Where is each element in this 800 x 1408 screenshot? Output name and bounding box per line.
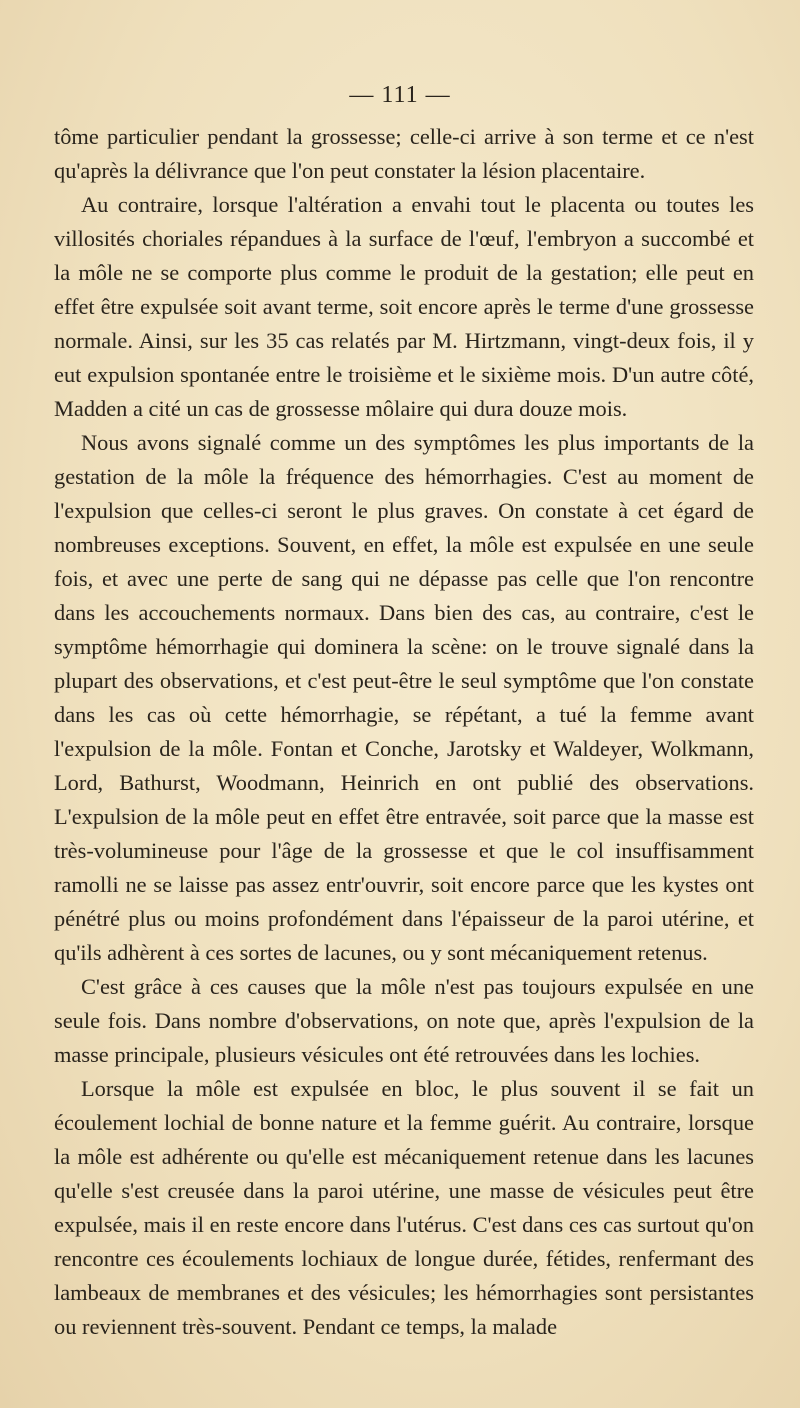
paragraph: Lorsque la môle est expulsée en bloc, le plus souvent il se fait un écoulement lochial de bonne nature et la femme guérit. Au contraire, lorsque la môle est adhérente ou qu'elle est mécaniquement retenue dans les lacunes qu'elle s'est creusée dans la paroi utérine, une masse de vésicules peut être expulsée, mais il en reste encore dans l'utérus. C'est dans ces cas surtout qu'on rencontre ces écoulements lochiaux de longue durée, fétides, renfermant des lambeaux de membranes et des vésicules; les hémorrhagies sont persistantes ou reviennent très-souvent. Pendant ce temps, la malade xyxy=(54,1076,754,1339)
paragraph: Au contraire, lorsque l'altération a envahi tout le placenta ou toutes les villosités choriales répandues à la surface de l'œuf, l'embryon a succombé et la môle ne se comporte plus comme le produit de la gestation; elle peut en effet être expulsée soit avant terme, soit encore après le terme d'une grossesse normale. Ainsi, sur les 35 cas relatés par M. Hirtzmann, vingt-deux fois, il y eut expulsion spontanée entre le troisième et le sixième mois. D'un autre côté, Madden a cité un cas de grossesse môlaire qui dura douze mois. xyxy=(54,192,754,421)
paragraph-continuation: tôme particulier pendant la grossesse; celle-ci arrive à son terme et ce n'est qu'après la délivrance que l'on peut constater la lésion placentaire. xyxy=(54,124,754,183)
page-number: — 111 — xyxy=(349,82,451,108)
paragraph: Nous avons signalé comme un des symptômes les plus importants de la gestation de la môle la fréquence des hémorrhagies. C'est au moment de l'expulsion que celles-ci seront le plus graves. On constate à cet égard de nombreuses exceptions. Souvent, en effet, la môle est expulsée en une seule fois, et avec une perte de sang qui ne dépasse pas celle que l'on rencontre dans les accouchements normaux. Dans bien des cas, au contraire, c'est le symptôme hémorrhagie qui dominera la scène: on le trouve signalé dans la plupart des observations, et c'est peut-être le seul symptôme que l'on constate dans les cas où cette hémorrhagie, se répétant, a tué la femme avant l'expulsion de la môle. Fontan et Conche, Jarotsky et Waldeyer, Wolkmann, Lord, Bathurst, Woodmann, Heinrich en ont publié des observations. L'expulsion de la môle peut en effet être entravée, soit parce que la masse est très-volumineuse pour l'âge de la grossesse et que le col insuffisamment ramolli ne se laisse pas assez entr'ouvrir, soit encore parce que les kystes ont pénétré plus ou moins profondément dans l'épaisseur de la paroi utérine, et qu'ils adhèrent à ces sortes de lacunes, ou y sont mécaniquement retenus. xyxy=(54,430,754,965)
body-text xyxy=(54,120,754,1344)
paragraph: C'est grâce à ces causes que la môle n'est pas toujours expulsée en une seule fois. Dans nombre d'observations, on note que, après l'expulsion de la masse principale, plusieurs vésicules ont été retrouvées dans les lochies. xyxy=(54,974,754,1067)
